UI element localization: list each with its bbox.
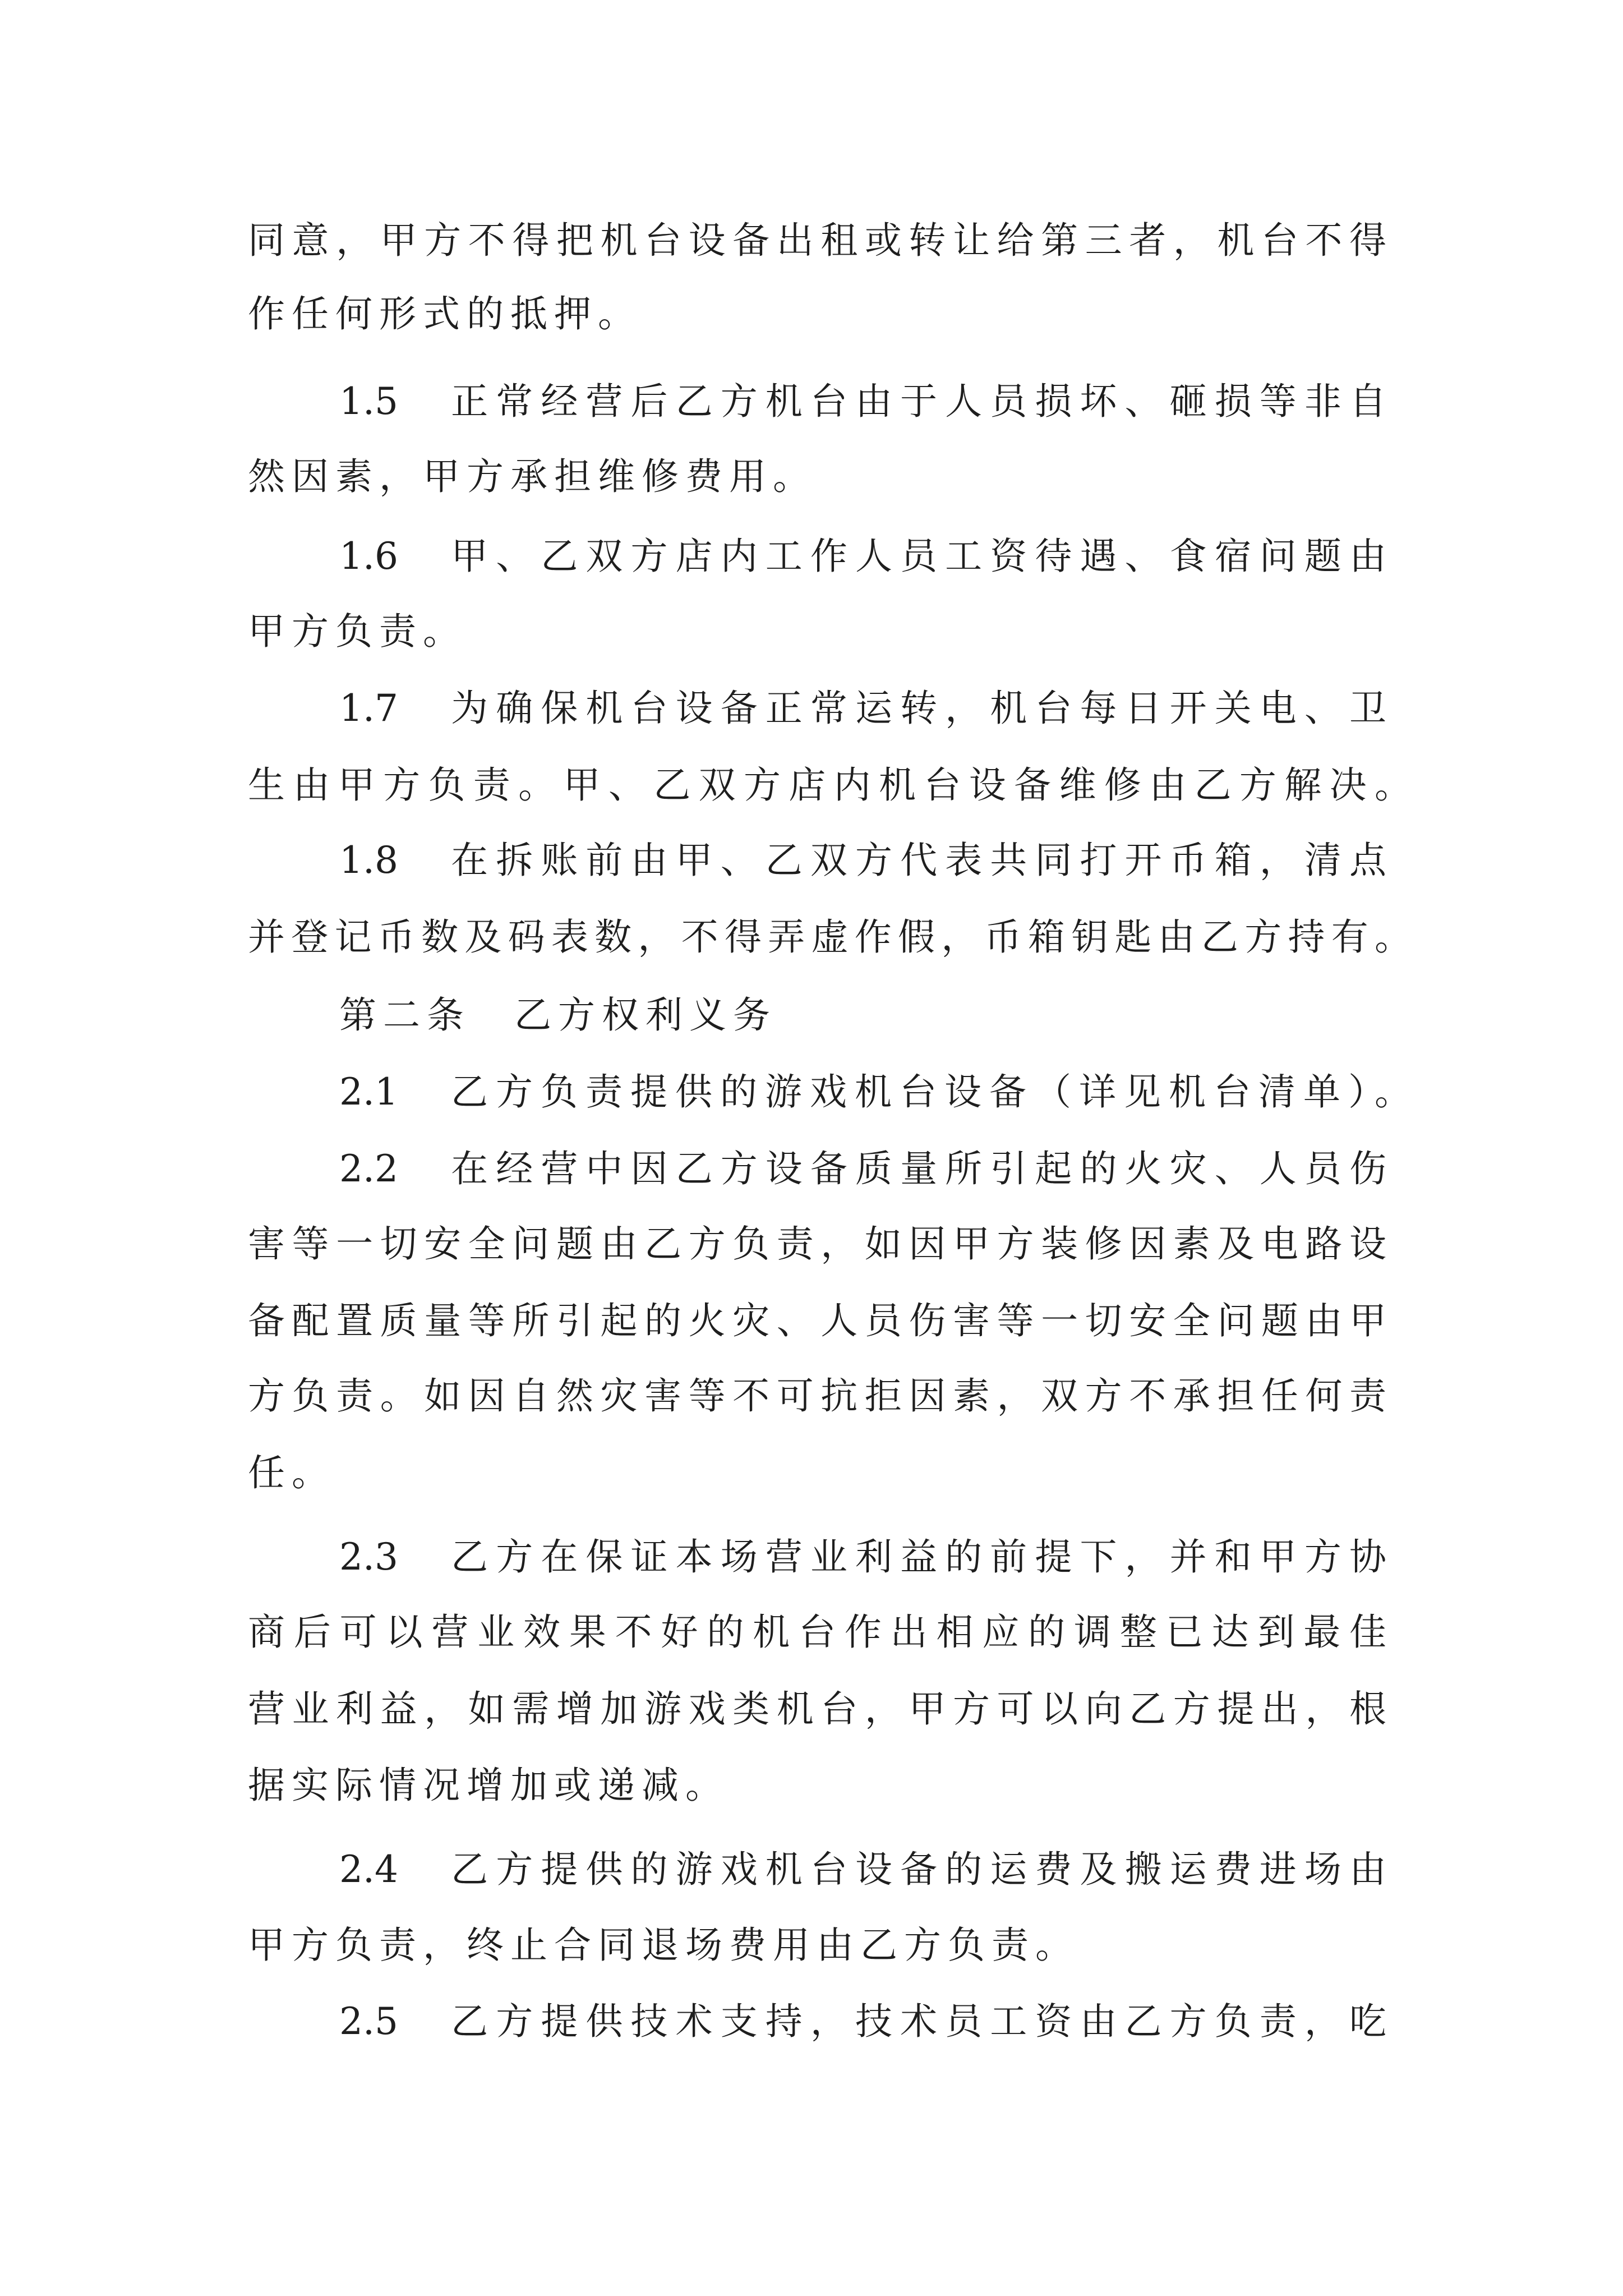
text-line: 1.7 为确保机台设备正常运转，机台每日开关电、卫	[339, 687, 1386, 730]
text-line: 2.4 乙方提供的游戏机台设备的运费及搬运费进场由	[339, 1848, 1386, 1891]
text-line: 生由甲方负责。甲、乙双方店内机台设备维修由乙方解决。	[248, 763, 1412, 807]
text-line: 2.5 乙方提供技术支持，技术员工资由乙方负责，吃	[339, 2000, 1386, 2043]
text-line: 2.3 乙方在保证本场营业利益的前提下，并和甲方协	[339, 1535, 1386, 1579]
text-line: 甲方负责，终止合同退场费用由乙方负责。	[248, 1924, 1079, 1967]
text-line: 2.2 在经营中因乙方设备质量所引起的火灾、人员伤	[339, 1147, 1386, 1190]
text-line: 营业利益，如需增加游戏类机台，甲方可以向乙方提出，根	[248, 1687, 1386, 1731]
text-line: 据实际情况增加或递减。	[248, 1764, 729, 1807]
text-line: 备配置质量等所引起的火灾、人员伤害等一切安全问题由甲	[248, 1299, 1386, 1342]
text-line: 然因素，甲方承担维修费用。	[248, 455, 817, 498]
text-line: 并登记币数及码表数，不得弄虚作假，币箱钥匙由乙方持有。	[248, 915, 1412, 959]
text-line: 作任何形式的抵押。	[248, 292, 642, 335]
text-line: 同意，甲方不得把机台设备出租或转让给第三者，机台不得	[248, 219, 1386, 262]
text-line: 2.1 乙方负责提供的游戏机台设备（详见机台清单）。	[339, 1070, 1412, 1114]
text-line: 甲方负责。	[248, 610, 467, 653]
text-line: 商后可以营业效果不好的机台作出相应的调整已达到最佳	[248, 1611, 1386, 1654]
text-line: 1.8 在拆账前由甲、乙双方代表共同打开币箱，清点	[339, 839, 1386, 882]
text-line: 1.6 甲、乙双方店内工作人员工资待遇、食宿问题由	[339, 535, 1386, 578]
text-line: 1.5 正常经营后乙方机台由于人员损坏、砸损等非自	[339, 380, 1386, 423]
text-line: 任。	[248, 1451, 335, 1494]
text-line: 方负责。如因自然灾害等不可抗拒因素，双方不承担任何责	[248, 1374, 1386, 1418]
text-line: 害等一切安全问题由乙方负责，如因甲方装修因素及电路设	[248, 1222, 1386, 1266]
heading-line: 第二条 乙方权利义务	[339, 993, 777, 1037]
